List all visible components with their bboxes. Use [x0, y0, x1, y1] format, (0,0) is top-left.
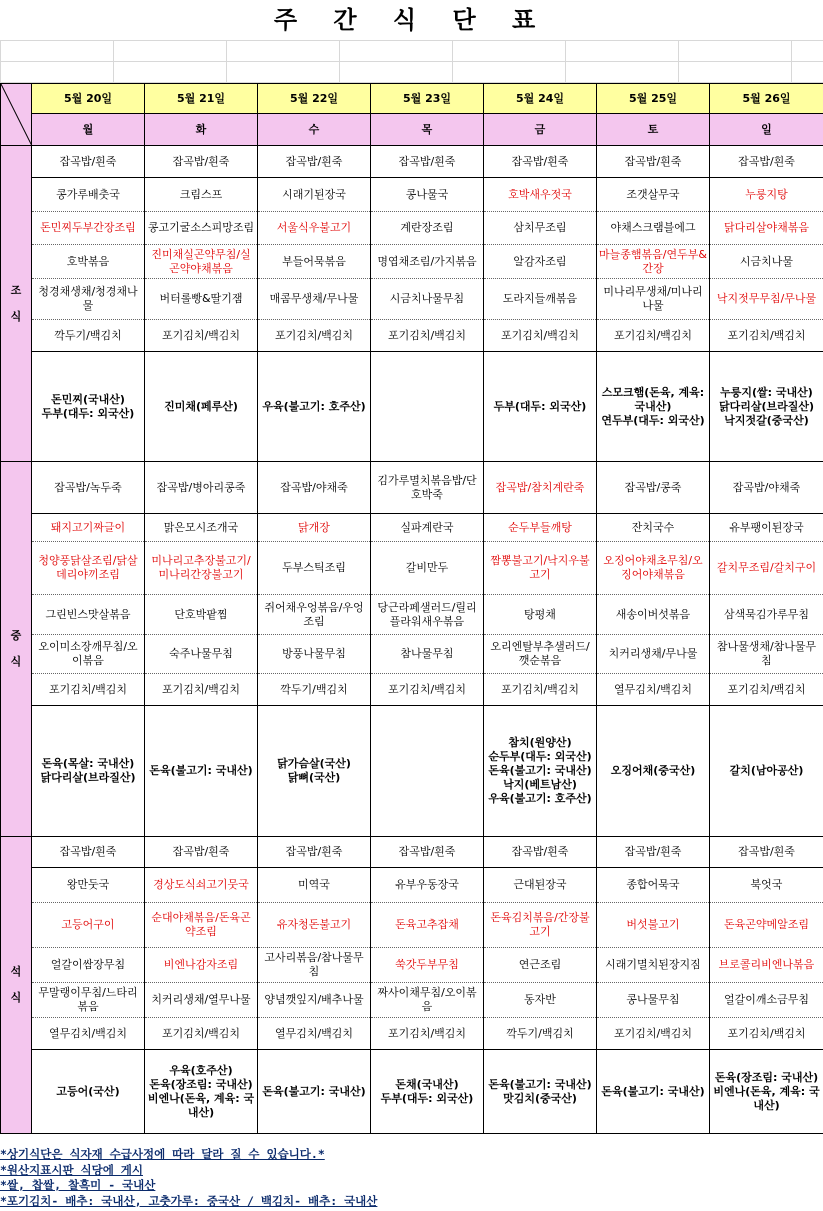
menu-cell: 포기김치/백김치 [145, 674, 258, 706]
menu-cell: 시래기멸치된장지짐 [597, 948, 710, 983]
menu-cell: 포기김치/백김치 [32, 674, 145, 706]
menu-cell: 잡곡밥/흰죽 [710, 146, 823, 178]
menu-row [1, 212, 823, 245]
weekday-header: 화 [145, 114, 258, 146]
weekday-header: 목 [371, 114, 484, 146]
menu-cell: 닭다리살야채볶음 [710, 212, 823, 245]
date-header: 5월 21일 [145, 84, 258, 114]
menu-cell: 야채스크램블에그 [597, 212, 710, 245]
menu-row [1, 837, 823, 868]
menu-cell: 삼색묵김가루무침 [710, 595, 823, 635]
footnote: *원산지표시판 식당에 게시 [0, 1162, 143, 1177]
footnote: *상기식단은 식자재 수급사정에 따라 달라 질 수 있습니다.* [0, 1147, 325, 1161]
menu-cell: 돈육고추잡채 [371, 903, 484, 948]
menu-cell: 계란장조림 [371, 212, 484, 245]
menu-cell: 포기김치/백김치 [371, 1018, 484, 1050]
menu-row [1, 462, 823, 514]
origin-cell: 스모크햄(돈육, 계육: 국내산) 연두부(대두: 외국산) [597, 352, 710, 462]
menu-cell: 크림스프 [145, 178, 258, 212]
footnote: *쌀, 찹쌀, 찰흑미 - 국내산 [0, 1178, 156, 1192]
meal-label-char: 식 [10, 655, 22, 668]
origin-cell: 돈육(불고기: 국내산) [145, 706, 258, 837]
menu-row [1, 983, 823, 1018]
menu-cell: 단호박팥찜 [145, 595, 258, 635]
footnotes [0, 1147, 823, 1209]
menu-cell: 맑은모시조개국 [145, 514, 258, 542]
menu-cell: 열무김치/백김치 [32, 1018, 145, 1050]
menu-cell: 당근라페샐러드/릴리플라워새우볶음 [371, 595, 484, 635]
meal-label-char: 석 [10, 965, 22, 978]
menu-cell: 브로콜리비엔나볶음 [710, 948, 823, 983]
date-header: 5월 20일 [32, 84, 145, 114]
menu-cell: 잡곡밥/흰죽 [32, 837, 145, 868]
menu-cell: 유부팽이된장국 [710, 514, 823, 542]
origin-cell: 갈치(남아공산) [710, 706, 823, 837]
menu-cell: 참나물무침 [371, 635, 484, 674]
menu-cell: 잡곡밥/흰죽 [484, 146, 597, 178]
menu-cell: 시래기된장국 [258, 178, 371, 212]
origin-cell: 고등어(국산) [32, 1050, 145, 1134]
menu-cell: 양념깻잎지/배추나물 [258, 983, 371, 1018]
weekly-menu-table [0, 83, 823, 1134]
menu-cell: 김가루멸치볶음밥/단호박죽 [371, 462, 484, 514]
weekday-row [1, 114, 823, 146]
menu-row [1, 178, 823, 212]
menu-cell: 명엽채조림/가지볶음 [371, 245, 484, 279]
menu-cell: 쑥갓두부무침 [371, 948, 484, 983]
menu-cell: 오징어야채초무침/오징어야채볶음 [597, 542, 710, 595]
menu-cell: 방풍나물무침 [258, 635, 371, 674]
date-header: 5월 25일 [597, 84, 710, 114]
menu-cell: 포기김치/백김치 [597, 320, 710, 352]
menu-cell: 포기김치/백김치 [371, 320, 484, 352]
menu-cell: 잡곡밥/야채죽 [710, 462, 823, 514]
menu-cell: 진미채실곤약무침/실곤약야채볶음 [145, 245, 258, 279]
menu-cell: 잡곡밥/흰죽 [597, 837, 710, 868]
meal-label-char: 조 [10, 283, 22, 297]
menu-cell: 잡곡밥/콩죽 [597, 462, 710, 514]
date-header: 5월 24일 [484, 84, 597, 114]
menu-cell: 잡곡밥/흰죽 [258, 146, 371, 178]
menu-cell: 왕만둣국 [32, 868, 145, 903]
menu-row [1, 279, 823, 320]
origin-cell: 돈육(목살: 국내산) 닭다리살(브라질산) [32, 706, 145, 837]
menu-row [1, 903, 823, 948]
menu-cell: 잡곡밥/흰죽 [145, 837, 258, 868]
menu-cell: 그린빈스맛살볶음 [32, 595, 145, 635]
menu-cell: 호박볶음 [32, 245, 145, 279]
menu-cell: 포기김치/백김치 [710, 1018, 823, 1050]
origin-cell [371, 352, 484, 462]
menu-cell: 버섯불고기 [597, 903, 710, 948]
menu-cell: 매콤무생채/무나물 [258, 279, 371, 320]
weekday-header: 금 [484, 114, 597, 146]
origin-cell: 누룽지(쌀: 국내산) 닭다리살(브라질산) 낙지젓갈(중국산) [710, 352, 823, 462]
date-header: 5월 26일 [710, 84, 823, 114]
menu-cell: 잡곡밥/흰죽 [371, 837, 484, 868]
menu-cell: 잡곡밥/녹두죽 [32, 462, 145, 514]
menu-cell: 시금치나물 [710, 245, 823, 279]
menu-cell: 유자청돈불고기 [258, 903, 371, 948]
weekday-header: 토 [597, 114, 710, 146]
menu-cell: 도라지들깨볶음 [484, 279, 597, 320]
menu-cell: 잡곡밥/흰죽 [597, 146, 710, 178]
menu-cell: 순대야채볶음/돈육곤약조림 [145, 903, 258, 948]
menu-cell: 얼갈이쌈장무침 [32, 948, 145, 983]
weekday-header: 월 [32, 114, 145, 146]
menu-cell: 잡곡밥/흰죽 [145, 146, 258, 178]
menu-cell: 포기김치/백김치 [145, 1018, 258, 1050]
menu-cell: 미나리고추장불고기/미나리간장불고기 [145, 542, 258, 595]
menu-cell: 순두부들깨탕 [484, 514, 597, 542]
meal-label [1, 146, 32, 462]
origin-row [1, 352, 823, 462]
menu-cell: 고사리볶음/참나물무침 [258, 948, 371, 983]
origin-cell: 우육(호주산) 돈육(장조림: 국내산) 비엔나(돈육, 계육: 국내산) [145, 1050, 258, 1134]
menu-cell: 콩가루배춧국 [32, 178, 145, 212]
menu-row [1, 868, 823, 903]
menu-cell: 잡곡밥/흰죽 [484, 837, 597, 868]
menu-cell: 돈육곤약메알조림 [710, 903, 823, 948]
menu-cell: 연근조림 [484, 948, 597, 983]
menu-cell: 마늘종햄볶음/연두부&간장 [597, 245, 710, 279]
menu-cell: 근대된장국 [484, 868, 597, 903]
menu-cell: 잡곡밥/야채죽 [258, 462, 371, 514]
menu-cell: 잡곡밥/참치계란죽 [484, 462, 597, 514]
menu-cell: 콩고기굴소스피망조림 [145, 212, 258, 245]
menu-row [1, 245, 823, 279]
menu-cell: 알감자조림 [484, 245, 597, 279]
menu-cell: 오이미소장깨무침/오이볶음 [32, 635, 145, 674]
menu-cell: 돈육김치볶음/간장불고기 [484, 903, 597, 948]
menu-cell: 서울식우불고기 [258, 212, 371, 245]
menu-cell: 깍두기/백김치 [484, 1018, 597, 1050]
meal-label-char: 식 [10, 991, 22, 1004]
origin-cell: 돈육(장조림: 국내산) 비엔나(돈육, 계육: 국내산) [710, 1050, 823, 1134]
origin-cell: 돈육(불고기: 국내산) [597, 1050, 710, 1134]
menu-cell: 갈비만두 [371, 542, 484, 595]
meal-label-char: 식 [10, 309, 22, 323]
menu-cell: 미역국 [258, 868, 371, 903]
origin-cell: 오징어채(중국산) [597, 706, 710, 837]
menu-row [1, 1018, 823, 1050]
menu-cell: 닭개장 [258, 514, 371, 542]
weekday-header: 수 [258, 114, 371, 146]
menu-row [1, 514, 823, 542]
menu-cell: 잡곡밥/흰죽 [371, 146, 484, 178]
menu-cell: 쥐어채우엉볶음/우엉조림 [258, 595, 371, 635]
date-header: 5월 22일 [258, 84, 371, 114]
menu-cell: 잡곡밥/흰죽 [258, 837, 371, 868]
origin-cell: 두부(대두: 외국산) [484, 352, 597, 462]
menu-cell: 잡곡밥/흰죽 [32, 146, 145, 178]
menu-cell: 열무김치/백김치 [258, 1018, 371, 1050]
diagonal-line [1, 84, 32, 146]
menu-row [1, 146, 823, 178]
origin-cell: 돈채(국내산) 두부(대두: 외국산) [371, 1050, 484, 1134]
menu-cell: 돈민찌두부간장조림 [32, 212, 145, 245]
origin-cell: 돈육(불고기: 국내산) [258, 1050, 371, 1134]
origin-cell: 돈육(불고기: 국내산) 맛김치(중국산) [484, 1050, 597, 1134]
menu-cell: 깍두기/백김치 [32, 320, 145, 352]
menu-cell: 버터롤빵&딸기잼 [145, 279, 258, 320]
menu-cell: 치커리생채/열무나물 [145, 983, 258, 1018]
menu-cell: 비엔나감자조림 [145, 948, 258, 983]
menu-cell: 미나리무생채/미나리나물 [597, 279, 710, 320]
menu-cell: 삼치무조림 [484, 212, 597, 245]
menu-cell: 새송이버섯볶음 [597, 595, 710, 635]
menu-cell: 치커리생채/무나물 [597, 635, 710, 674]
origin-cell: 진미채(페루산) [145, 352, 258, 462]
menu-row [1, 674, 823, 706]
origin-cell: 닭가슴살(국산) 닭뼈(국산) [258, 706, 371, 837]
spreadsheet-gridlines [0, 40, 823, 83]
menu-row [1, 320, 823, 352]
menu-cell: 조갯살무국 [597, 178, 710, 212]
menu-cell: 누룽지탕 [710, 178, 823, 212]
origin-cell [371, 706, 484, 837]
menu-cell: 포기김치/백김치 [597, 1018, 710, 1050]
menu-row [1, 595, 823, 635]
menu-cell: 콩나물국 [371, 178, 484, 212]
menu-cell: 낙지젓무무침/무나물 [710, 279, 823, 320]
origin-row [1, 706, 823, 837]
menu-cell: 청경채생채/청경채나물 [32, 279, 145, 320]
menu-cell: 고등어구이 [32, 903, 145, 948]
menu-cell: 짬뽕불고기/낙지우불고기 [484, 542, 597, 595]
menu-cell: 두부스틱조림 [258, 542, 371, 595]
date-header: 5월 23일 [371, 84, 484, 114]
origin-cell: 돈민찌(국내산) 두부(대두: 외국산) [32, 352, 145, 462]
menu-cell: 포기김치/백김치 [710, 320, 823, 352]
menu-cell: 무말랭이무침/느타리볶음 [32, 983, 145, 1018]
menu-cell: 깍두기/백김치 [258, 674, 371, 706]
menu-cell: 갈치무조림/갈치구이 [710, 542, 823, 595]
menu-cell: 돼지고기짜글이 [32, 514, 145, 542]
origin-cell: 우육(불고기: 호주산) [258, 352, 371, 462]
meal-label-char: 중 [10, 629, 22, 642]
date-row [1, 84, 823, 114]
menu-cell: 종합어묵국 [597, 868, 710, 903]
menu-cell: 짜사이채무침/오이볶음 [371, 983, 484, 1018]
menu-cell: 포기김치/백김치 [484, 674, 597, 706]
menu-cell: 숙주나물무침 [145, 635, 258, 674]
menu-row [1, 948, 823, 983]
menu-cell: 부들어묵볶음 [258, 245, 371, 279]
menu-cell: 포기김치/백김치 [145, 320, 258, 352]
menu-cell: 시금치나물무침 [371, 279, 484, 320]
menu-cell: 포기김치/백김치 [484, 320, 597, 352]
menu-cell: 경상도식쇠고기뭇국 [145, 868, 258, 903]
weekday-header: 일 [710, 114, 823, 146]
menu-cell: 북엇국 [710, 868, 823, 903]
corner-cell [1, 84, 32, 146]
menu-cell: 유부우동장국 [371, 868, 484, 903]
menu-cell: 포기김치/백김치 [258, 320, 371, 352]
menu-cell: 얼갈이깨소금무침 [710, 983, 823, 1018]
menu-cell: 열무김치/백김치 [597, 674, 710, 706]
menu-cell: 청양풍닭살조림/닭살데리야끼조림 [32, 542, 145, 595]
menu-cell: 동자반 [484, 983, 597, 1018]
meal-label [1, 837, 32, 1134]
menu-cell: 포기김치/백김치 [371, 674, 484, 706]
origin-cell: 참치(원양산) 순두부(대두: 외국산) 돈육(불고기: 국내산) 낙지(베트남산) 우육(불고기: 호주산) [484, 706, 597, 837]
origin-row [1, 1050, 823, 1134]
meal-label [1, 462, 32, 837]
menu-cell: 탕평채 [484, 595, 597, 635]
menu-cell: 포기김치/백김치 [710, 674, 823, 706]
menu-cell: 잔치국수 [597, 514, 710, 542]
menu-cell: 오리엔탈부추샐러드/깻순볶음 [484, 635, 597, 674]
menu-cell: 콩나물무침 [597, 983, 710, 1018]
footnote: *포기김치- 배추: 국내산, 고춧가루: 중국산 / 백김치- 배추: 국내산 [0, 1193, 378, 1208]
menu-cell: 잡곡밥/병아리콩죽 [145, 462, 258, 514]
menu-row [1, 635, 823, 674]
menu-cell: 참나물생채/참나물무침 [710, 635, 823, 674]
page-title: 주 간 식 단 표 [273, 6, 550, 34]
menu-cell: 실파계란국 [371, 514, 484, 542]
menu-cell: 잡곡밥/흰죽 [710, 837, 823, 868]
menu-row [1, 542, 823, 595]
menu-cell: 호박새우젓국 [484, 178, 597, 212]
